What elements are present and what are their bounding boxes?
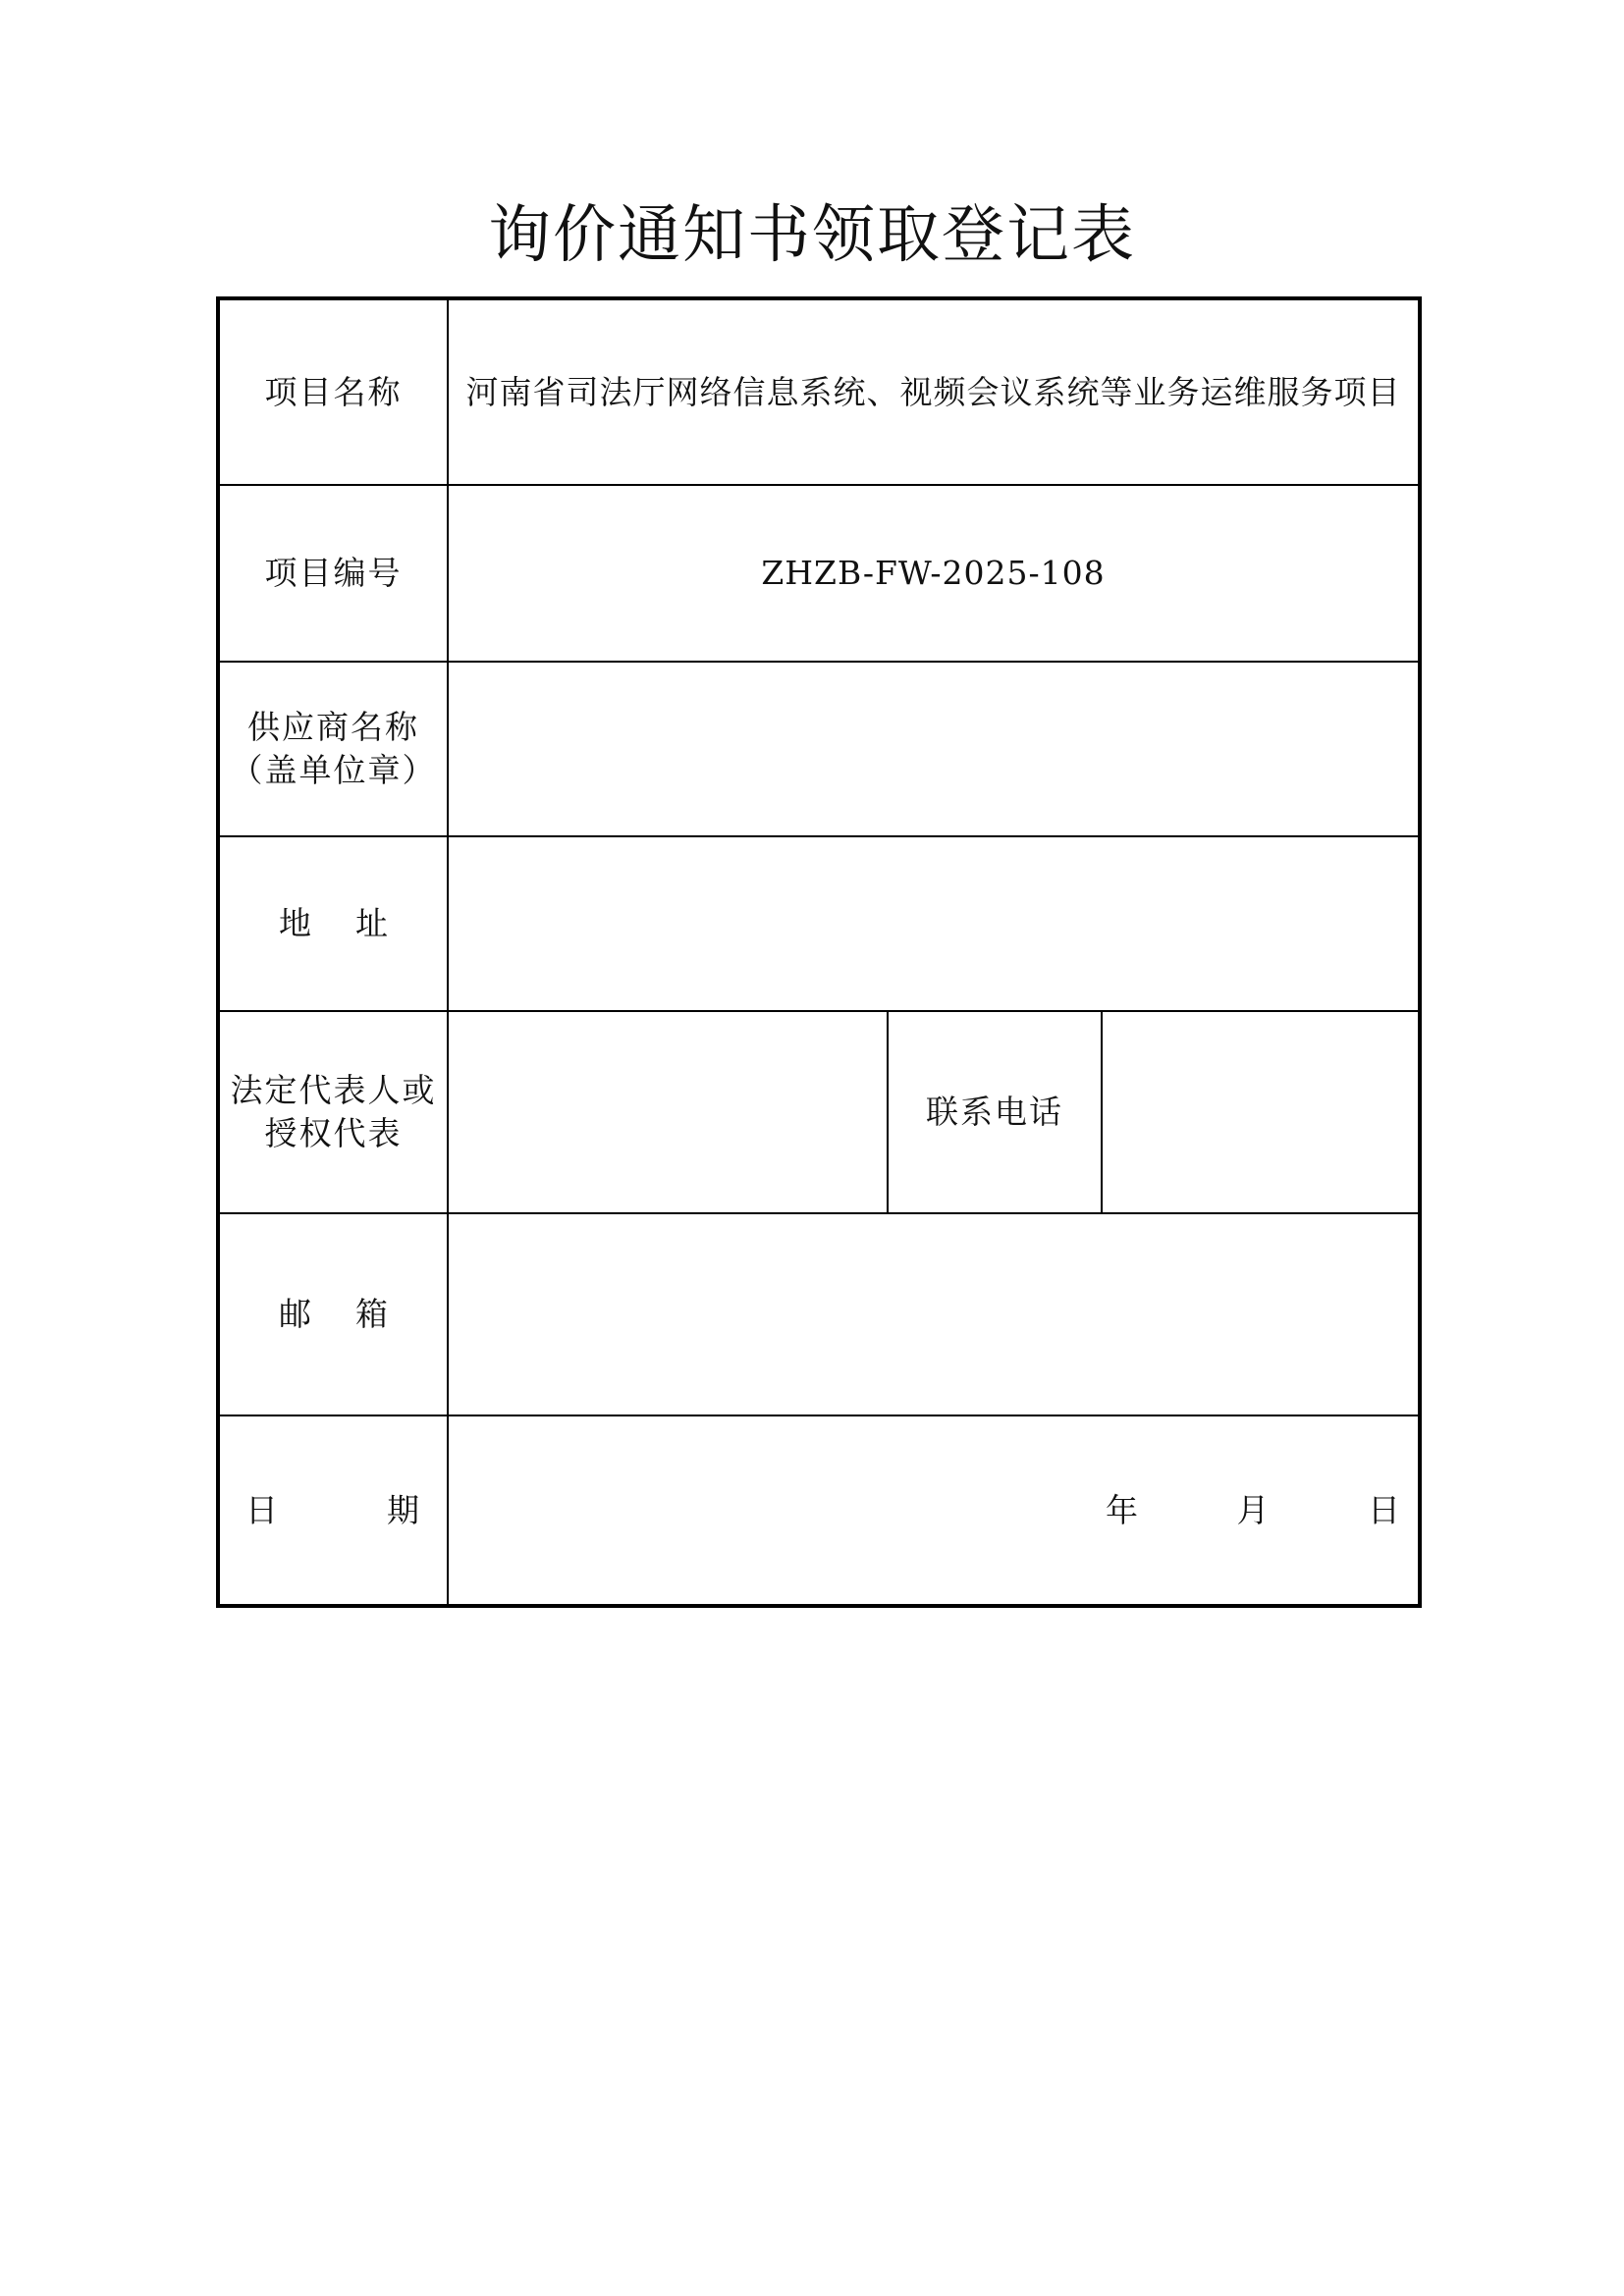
project-code-value[interactable]: ZHZB-FW-2025-108 — [448, 485, 1420, 662]
date-parts — [1106, 1489, 1400, 1532]
supplier-value-field[interactable] — [448, 662, 1420, 836]
date-day-label: 日 — [1368, 1490, 1401, 1529]
email-label-char1: 邮 — [279, 1295, 311, 1333]
page-title: 询价通知书领取登记表 — [488, 199, 1136, 272]
project-code-label: 项目编号 — [218, 485, 448, 662]
row-project-code — [218, 485, 1420, 662]
row-address — [218, 836, 1420, 1011]
date-year-label: 年 — [1106, 1490, 1139, 1529]
representative-value-field[interactable] — [448, 1011, 888, 1213]
row-email — [218, 1213, 1420, 1415]
address-label-char1: 地 — [279, 904, 311, 942]
address-value-field[interactable] — [448, 836, 1420, 1011]
phone-value-field[interactable] — [1102, 1011, 1420, 1213]
row-date — [218, 1415, 1420, 1606]
registration-form-table — [216, 296, 1422, 1608]
date-label-char2: 期 — [387, 1490, 419, 1529]
date-month-label: 月 — [1236, 1490, 1270, 1529]
phone-label: 联系电话 — [888, 1011, 1102, 1213]
address-label-char2: 址 — [355, 904, 388, 942]
project-name-value[interactable]: 河南省司法厅网络信息系统、视频会议系统等业务运维服务项目 — [448, 298, 1420, 485]
date-value-field[interactable] — [448, 1415, 1420, 1606]
representative-label — [218, 1011, 448, 1213]
row-supplier — [218, 662, 1420, 836]
representative-label-line1: 法定代表人或 — [230, 1071, 437, 1109]
representative-label-line2: 授权代表 — [264, 1114, 403, 1152]
supplier-label-line1: 供应商名称 — [247, 708, 419, 746]
email-value-field[interactable] — [448, 1213, 1420, 1415]
email-label — [218, 1213, 448, 1415]
row-project-name — [218, 298, 1420, 485]
row-representative — [218, 1011, 1420, 1213]
email-label-char2: 箱 — [355, 1295, 388, 1333]
supplier-label-line2: （盖单位章） — [230, 751, 437, 789]
address-label — [218, 836, 448, 1011]
date-label-char1: 日 — [245, 1490, 278, 1529]
project-name-label: 项目名称 — [218, 298, 448, 485]
date-label — [218, 1415, 448, 1606]
supplier-label — [218, 662, 448, 836]
